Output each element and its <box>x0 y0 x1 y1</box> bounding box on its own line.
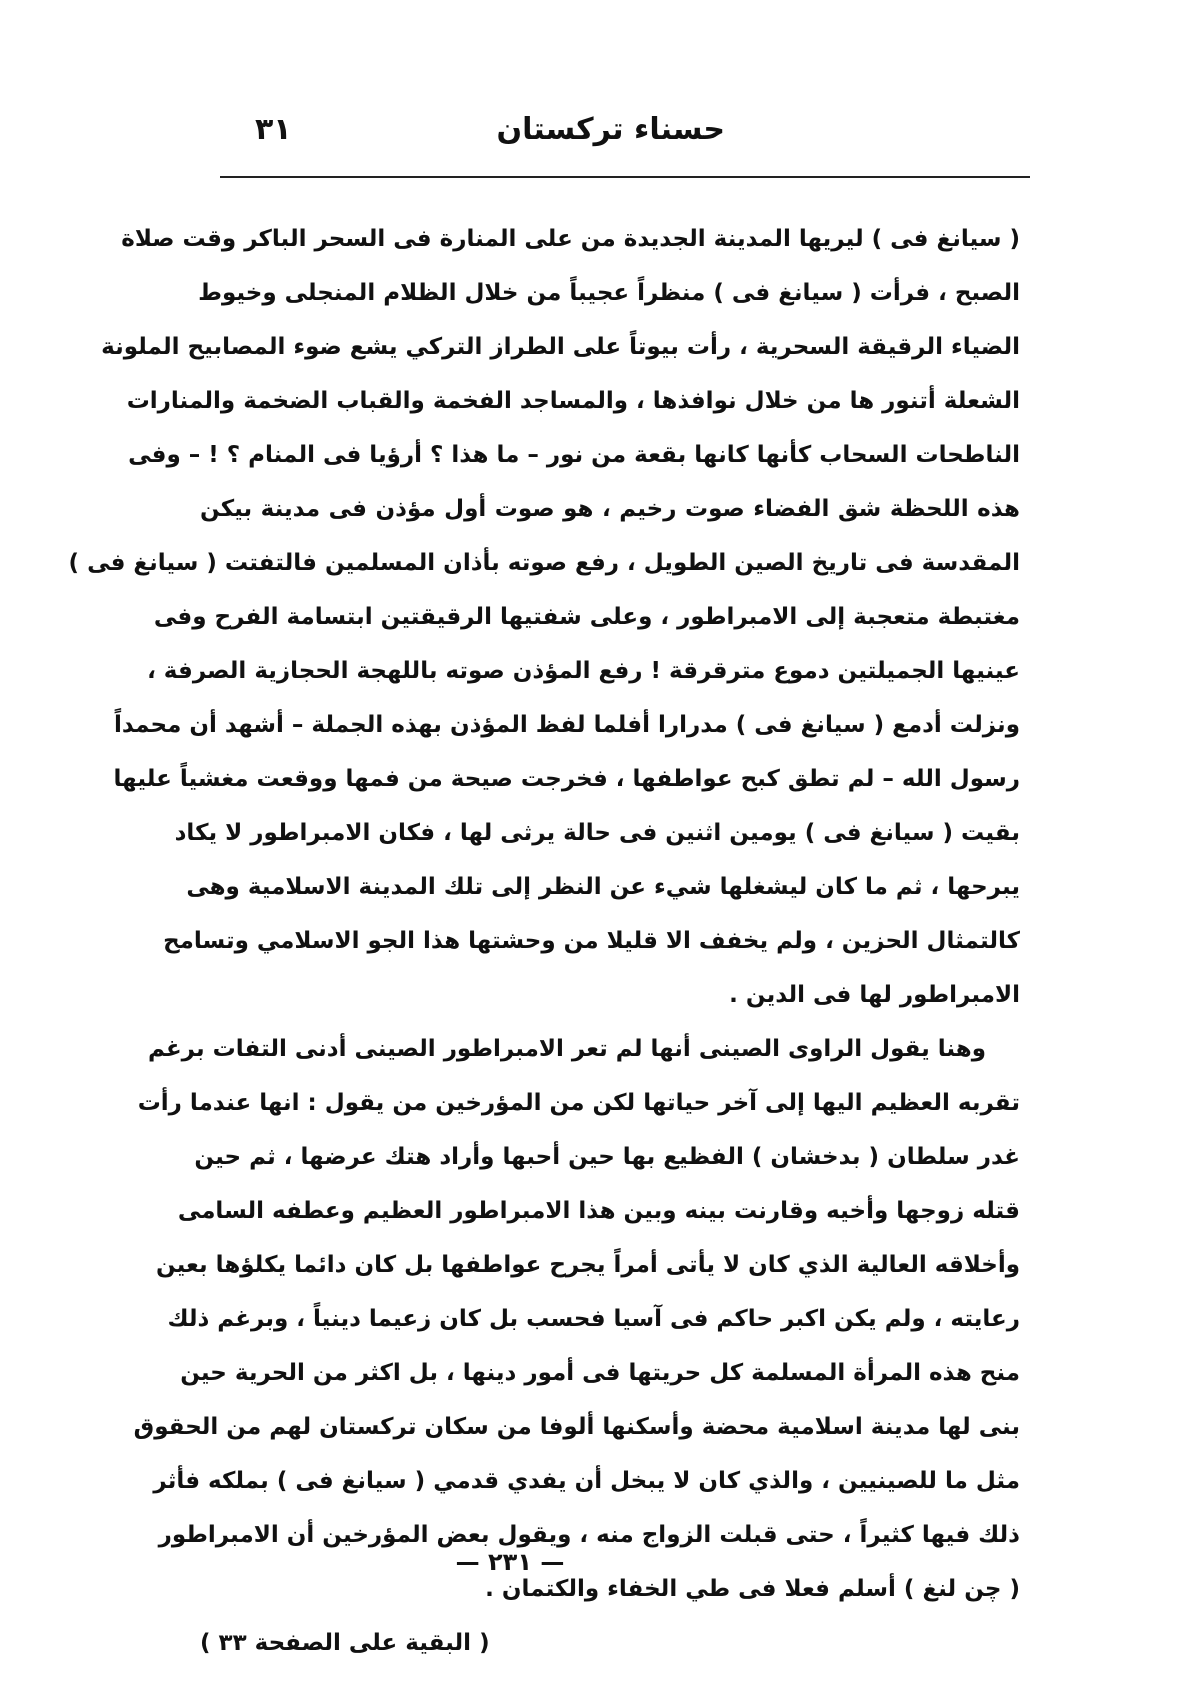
text-line: ذلك فيها كثيراً ، حتى قبلت الزواج منه ، ويقول بعض المؤرخين أن الامبراطور <box>158 1522 1020 1548</box>
text-line: مغتبطة متعجبة إلى الامبراطور ، وعلى شفتيها الرقيقتين ابتسامة الفرح وفى <box>153 604 1020 630</box>
running-header <box>215 112 1015 162</box>
running-page-number: ٣١ <box>255 112 292 147</box>
text-line: بقيت ( سيانغ فى ) يومين اثنين فى حالة يرثى لها ، فكان الامبراطور لا يكاد <box>174 820 1020 846</box>
text-line: الامبراطور لها فى الدين . <box>729 982 1020 1008</box>
text-line: الضياء الرقيقة السحرية ، رأت بيوتاً على الطراز التركي يشع ضوء المصابيح الملونة <box>101 334 1020 360</box>
folio-number: — ٢٣١ — <box>455 1548 565 1576</box>
text-line: الشعلة أتنور ها من خلال نوافذها ، والمساجد الفخمة والقباب الضخمة والمنارات <box>126 388 1020 414</box>
text-line: تقربه العظيم اليها إلى آخر حياتها لكن من المؤرخين من يقول : انها عندما رأت <box>137 1090 1020 1116</box>
text-line: ونزلت أدمع ( سيانغ فى ) مدرارا أفلما لفظ المؤذن بهذه الجملة – أشهد أن محمداً <box>113 712 1020 738</box>
text-line: قتله زوجها وأخيه وقارنت بينه وبين هذا الامبراطور العظيم وعطفه السامى <box>177 1198 1020 1224</box>
text-line: الصبح ، فرأت ( سيانغ فى ) منظراً عجيباً من خلال الظلام المنجلى وخيوط <box>198 280 1020 306</box>
text-line: مثل ما للصينيين ، والذي كان لا يبخل أن يفدي قدمي ( سيانغ فى ) بملكه فأثر <box>153 1468 1020 1494</box>
header-rule <box>220 176 1030 178</box>
text-line: هذه اللحظة شق الفضاء صوت رخيم ، هو صوت أول مؤذن فى مدينة بيكن <box>200 496 1020 522</box>
text-line: رسول الله – لم تطق كبح عواطفها ، فخرجت صيحة من فمها ووقعت مغشياً عليها <box>113 766 1020 792</box>
text-line: بنى لها مدينة اسلامية محضة وأسكنها ألوفا من سكان تركستان لهم من الحقوق <box>133 1414 1020 1440</box>
text-line: المقدسة فى تاريخ الصين الطويل ، رفع صوته بأذان المسلمين فالتفتت ( سيانغ فى ) <box>68 550 1020 576</box>
continued-note: ( البقية على الصفحة ٣٣ ) <box>200 1630 490 1656</box>
text-line: كالتمثال الحزين ، ولم يخفف الا قليلا من وحشتها هذا الجو الاسلامي وتسامح <box>163 928 1020 954</box>
text-line: يبرحها ، ثم ما كان ليشغلها شيء عن النظر إلى تلك المدينة الاسلامية وهى <box>186 874 1020 900</box>
text-line: منح هذه المرأة المسلمة كل حريتها فى أمور دينها ، بل اكثر من الحرية حين <box>180 1360 1020 1386</box>
text-line: الناطحات السحاب كأنها كانها بقعة من نور – ما هذا ؟ أرؤيا فى المنام ؟ ! – وفى <box>128 442 1020 468</box>
running-title: حسناء تركستان <box>496 112 725 147</box>
text-line: وهنا يقول الراوى الصينى أنها لم تعر الامبراطور الصينى أدنى التفات برغم <box>147 1036 986 1062</box>
text-line: غدر سلطان ( بدخشان ) الفظيع بها حين أحبها وأراد هتك عرضها ، ثم حين <box>194 1144 1020 1170</box>
text-line: عينيها الجميلتين دموع مترقرقة ! رفع المؤذن صوته باللهجة الحجازية الصرفة ، <box>147 658 1020 684</box>
text-line: رعايته ، ولم يكن اكبر حاكم فى آسيا فحسب بل كان زعيما دينياً ، وبرغم ذلك <box>167 1306 1020 1332</box>
text-line: ( سيانغ فى ) ليريها المدينة الجديدة من على المنارة فى السحر الباكر وقت صلاة <box>121 226 1020 252</box>
text-line: وأخلاقه العالية الذي كان لا يأتى أمراً يجرح عواطفها بل كان دائما يكلؤها بعين <box>155 1252 1020 1278</box>
text-line: ( چن لنغ ) أسلم فعلا فى طي الخفاء والكتمان . <box>485 1576 1020 1602</box>
body-text <box>68 212 1020 1670</box>
